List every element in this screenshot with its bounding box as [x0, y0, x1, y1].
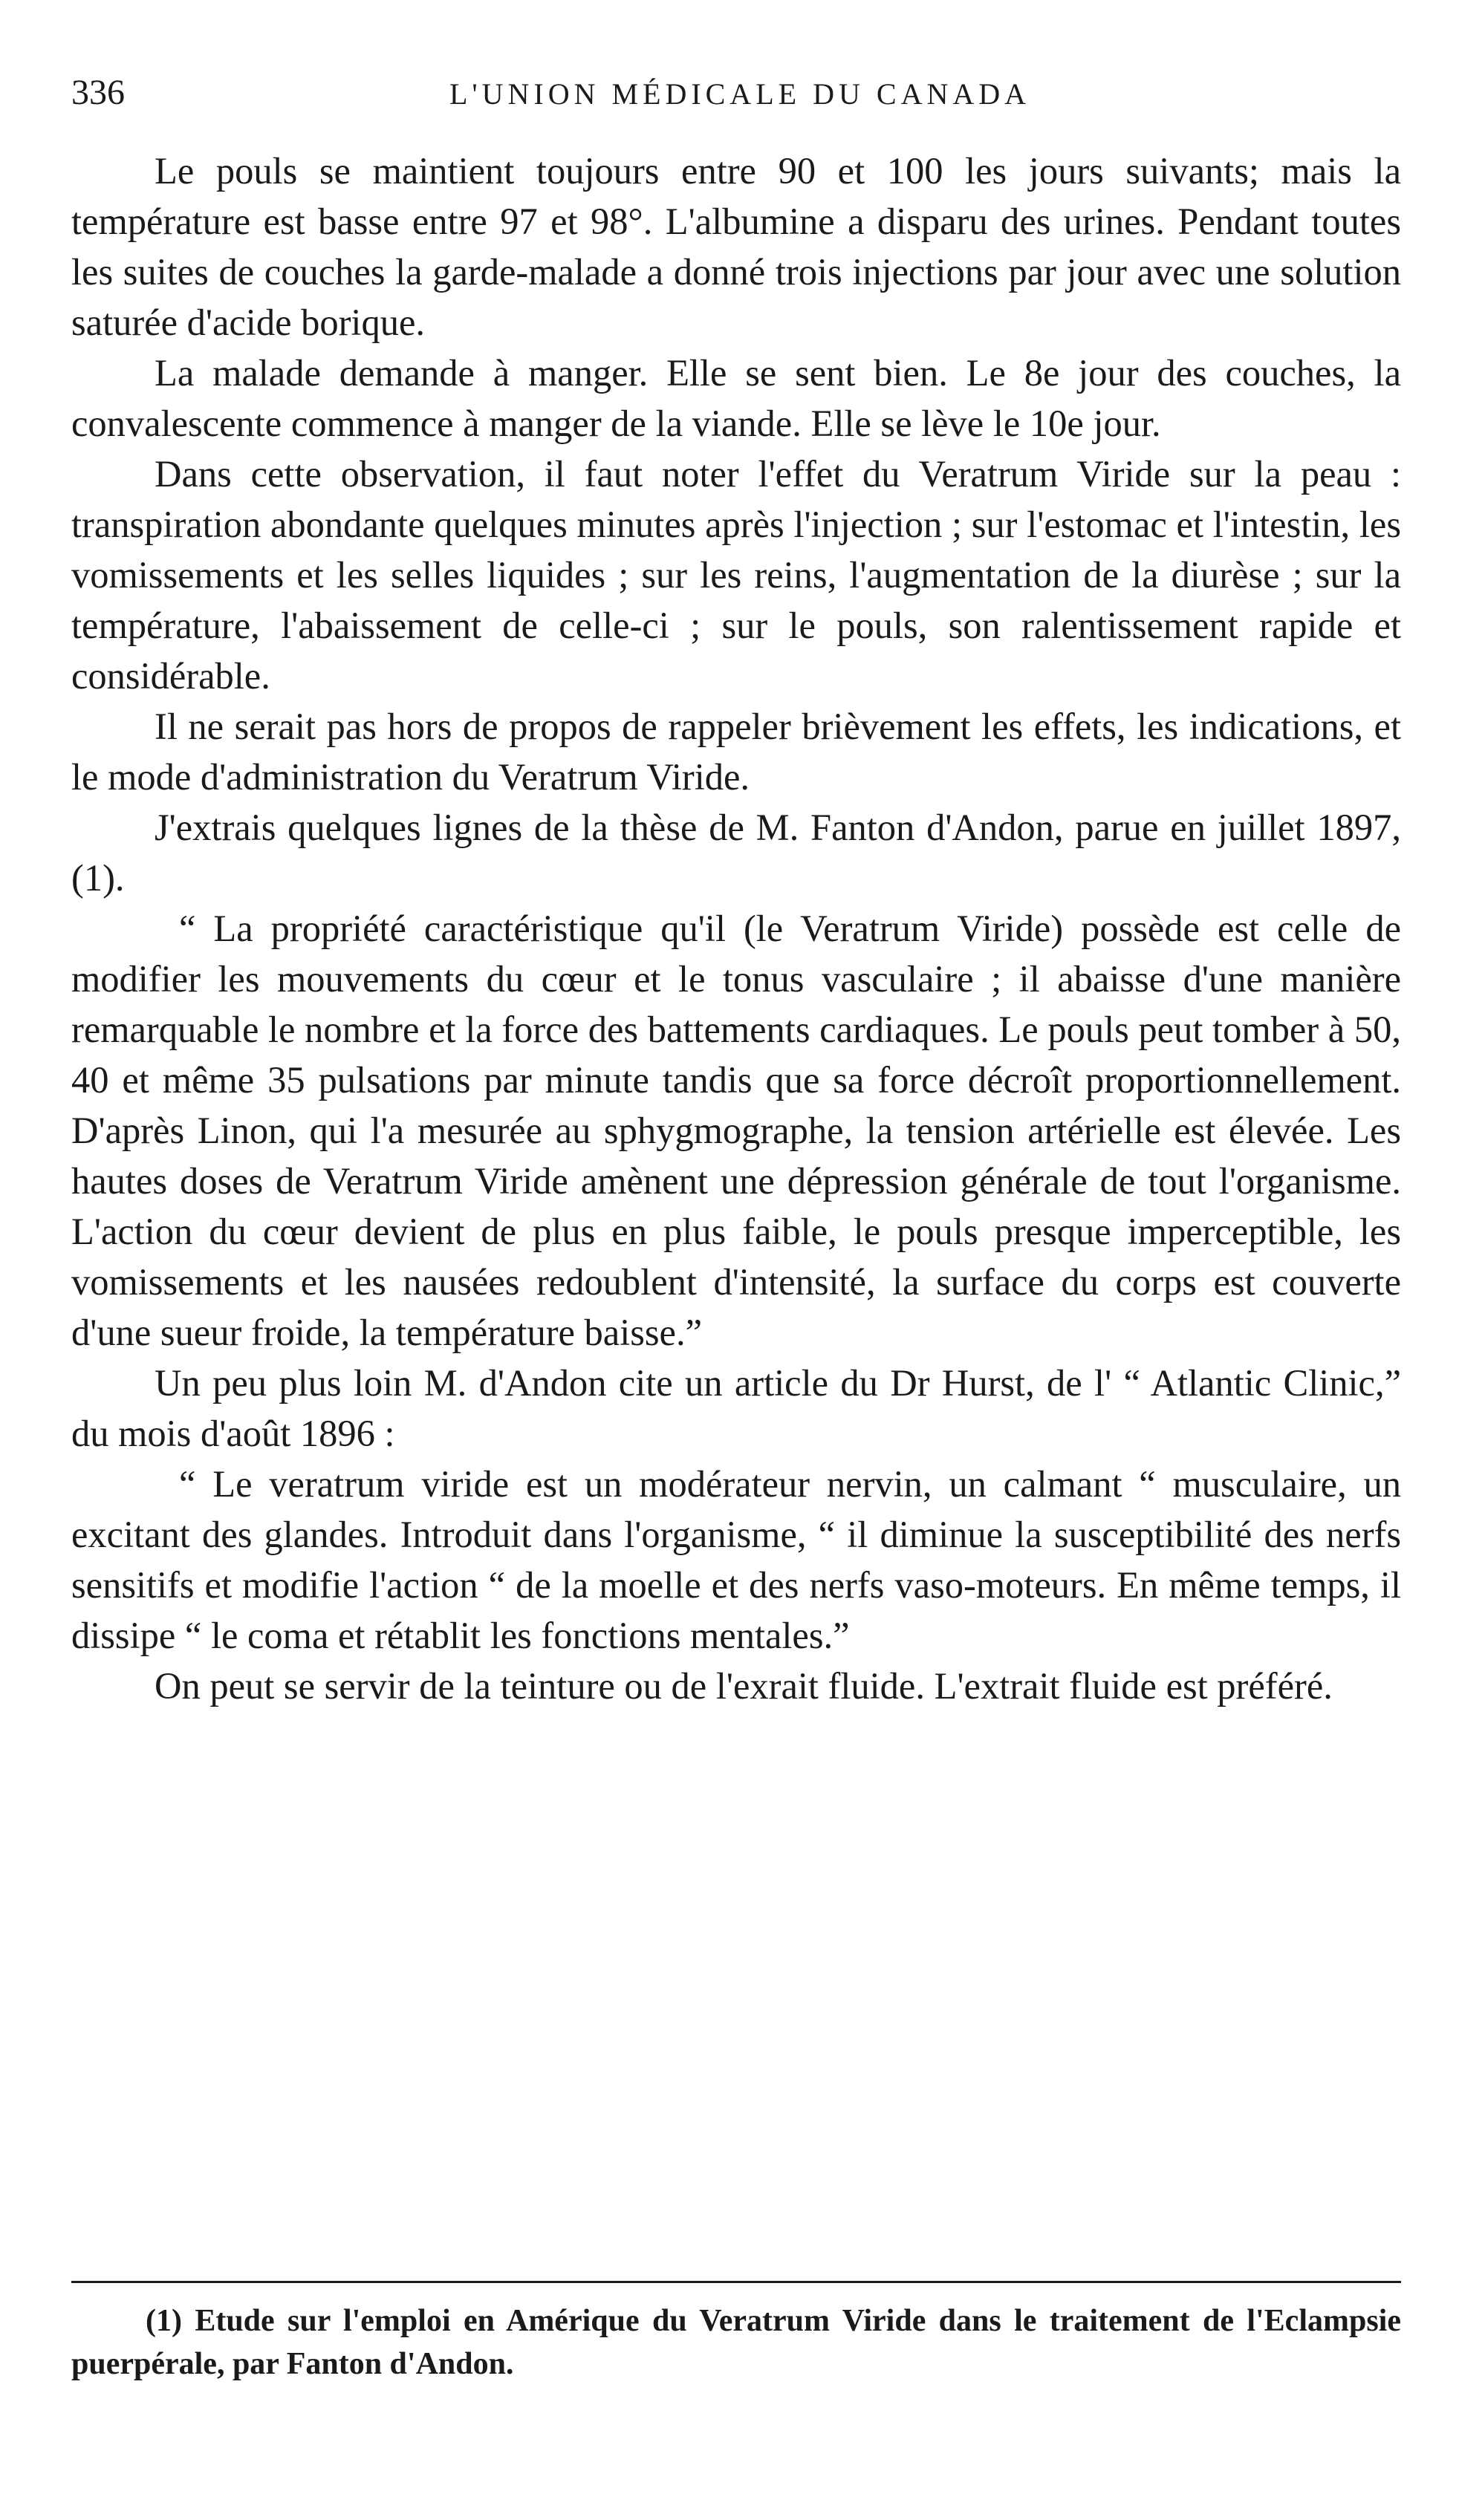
footnote-text: (1) Etude sur l'emploi en Amérique du Veratrum Viride dans le traitement de l'Eclampsie puerpérale, par Fanton d'Andon.	[71, 2304, 1401, 2381]
paragraph: Il ne serait pas hors de propos de rappeler brièvement les effets, les indications, et le mode d'administration du Veratrum Viride.	[71, 706, 1401, 798]
paragraph: On peut se servir de la teinture ou de l'exrait fluide. L'extrait fluide est préféré.	[155, 1665, 1333, 1707]
paragraph: Dans cette observation, il faut noter l'effet du Veratrum Viride sur la peau : transpiration abondante quelques minutes après l'injection ; sur l'estomac et l'intestin, les vomissements et les selles liquides ; sur les reins, l'augmentation de la diurèse ; sur la température, l'abaissement de celle-ci ; sur le pouls, son ralentissement rapide et considérable.	[71, 453, 1401, 697]
page-header	[71, 71, 1408, 123]
paragraph: La malade demande à manger. Elle se sent bien. Le 8e jour des couches, la convalescente commence à manger de la viande. Elle se lève le 10e jour.	[71, 352, 1401, 444]
page-number: 336	[71, 73, 125, 112]
quoted-paragraph: “ La propriété caractéristique qu'il (le Veratrum Viride) possède est celle de modifier les mouvements du cœur et le tonus vasculaire ; il abaisse d'une manière remarquable le nombre et la force des battements cardiaques. Le pouls peut tomber à 50, 40 et même 35 pulsations par minute tandis que sa force décroît proportionnellement. D'après Linon, qui l'a mesurée au sphygmographe, la tension artérielle est élevée. Les hautes doses de Veratrum Viride amènent une dépression générale de tout l'organisme. L'action du cœur devient de plus en plus faible, le pouls presque imperceptible, les vomissements et les nausées redoublent d'intensité, la surface du corps est couverte d'une sueur froide, la température baisse.”	[71, 908, 1401, 1353]
running-title: L'UNION MÉDICALE DU CANADA	[449, 77, 1031, 111]
paragraph: Le pouls se maintient toujours entre 90 et 100 les jours suivants; mais la température est basse entre 97 et 98°. L'albumine a disparu des urines. Pendant toutes les suites de couches la garde-malade a donné trois injections par jour avec une solution saturée d'acide borique.	[71, 150, 1401, 343]
quoted-paragraph: “ Le veratrum viride est un modérateur nervin, un calmant “ musculaire, un excitant des glandes. Introduit dans l'organisme, “ il diminue la susceptibilité des nerfs sensitifs et modifie l'action “ de la moelle et des nerfs vaso-moteurs. En même temps, il dissipe “ le coma et rétablit les fonctions mentales.”	[71, 1463, 1401, 1656]
paragraph: J'extrais quelques lignes de la thèse de M. Fanton d'Andon, parue en juillet 1897, (1).	[71, 807, 1401, 899]
article-body	[71, 146, 1401, 1711]
footnote	[71, 2299, 1401, 2386]
footnote-divider	[71, 2281, 1401, 2283]
paragraph: Un peu plus loin M. d'Andon cite un article du Dr Hurst, de l' “ Atlantic Clinic,” du mois d'août 1896 :	[71, 1362, 1401, 1454]
